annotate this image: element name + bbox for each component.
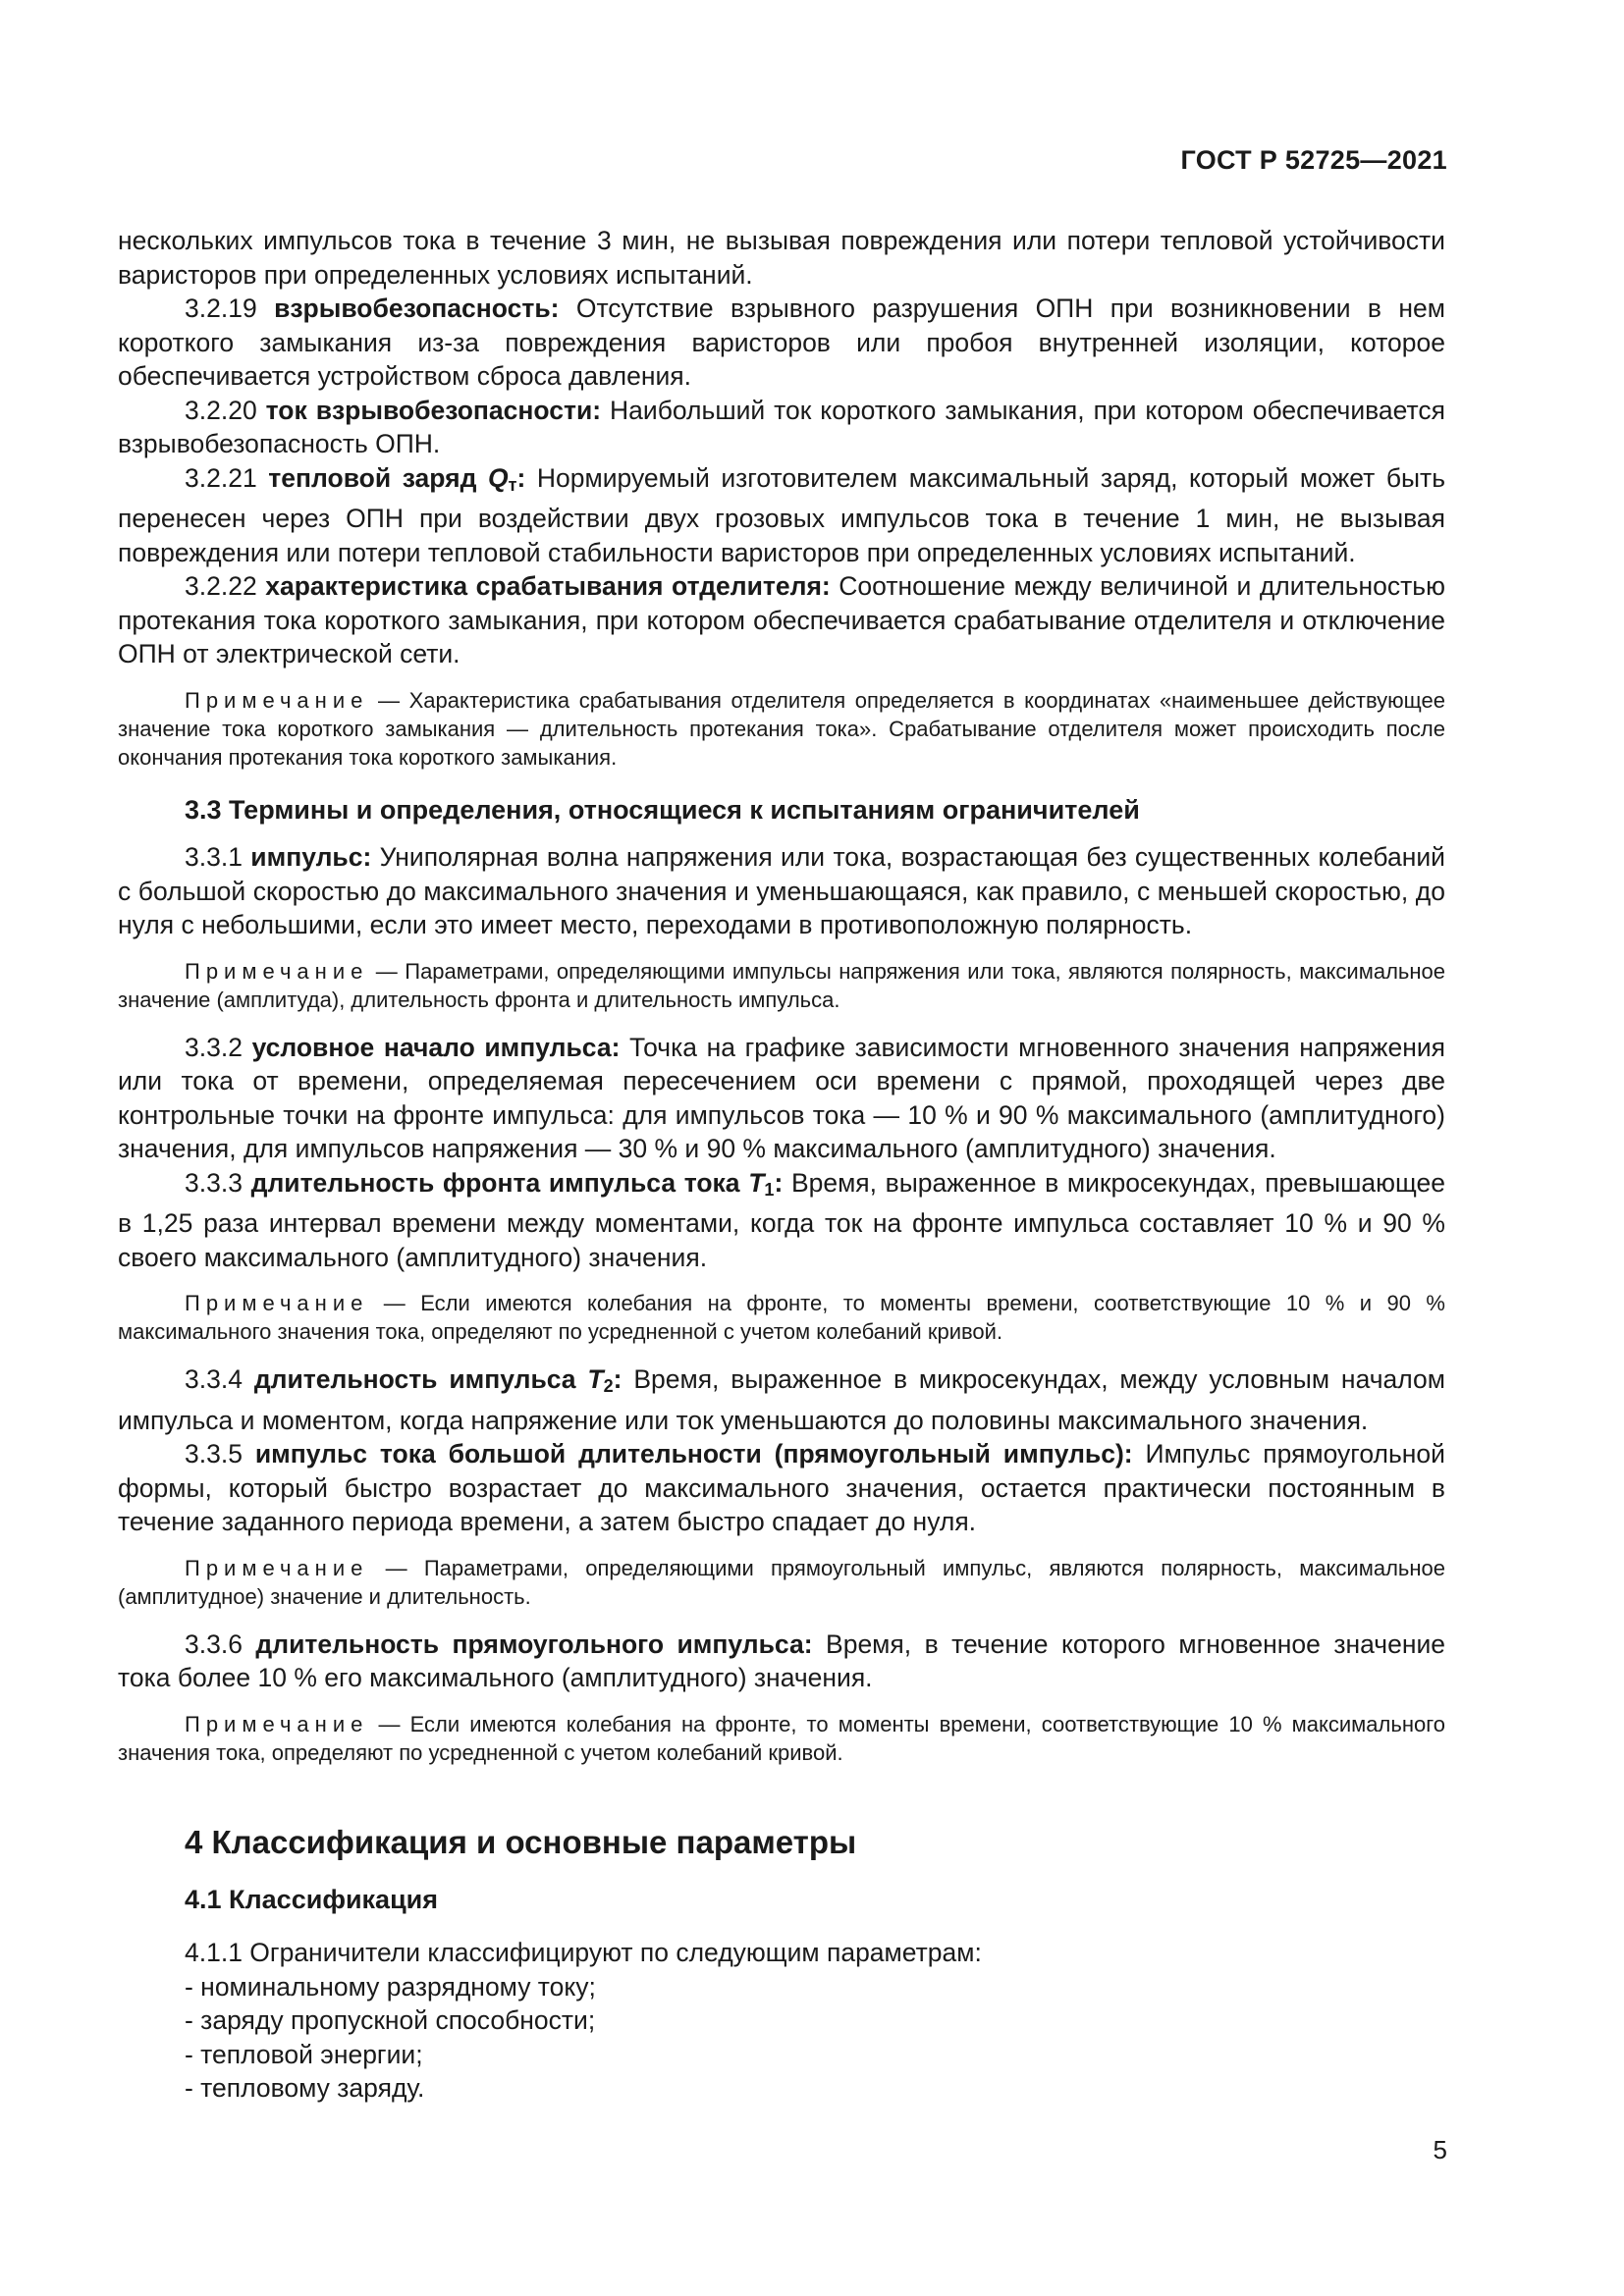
clause-3-3-6: 3.3.6 длительность прямоугольного импульса: Время, в течение которого мгновенное значение тока более 10 % его максимального (амплитудного) значения. xyxy=(118,1629,1445,1692)
continued-paragraph: нескольких импульсов тока в течение 3 мин, не вызывая повреждения или потери тепловой устойчивости варисторов при определенных условиях испытаний. xyxy=(118,226,1445,290)
clause-4-1-1: 4.1.1 Ограничители классифицируют по следующим параметрам: xyxy=(185,1938,982,1967)
clause-3-2-21: 3.2.21 тепловой заряд Qт: Нормируемый изготовителем максимальный заряд, который может быть перенесен через ОПН при воздействии двух грозовых импульсов тока в течение 1 мин, не вызывая повреждения или потери тепловой стабильности варисторов при определенных условиях испытаний. xyxy=(118,462,1445,567)
term: длительность импульса xyxy=(253,1364,576,1394)
clause-3-2-20: 3.2.20 ток взрывобезопасности: Наибольший ток короткого замыкания, при котором обеспечивается взрывобезопасность ОПН. xyxy=(118,395,1445,458)
clause-3-3-1: 3.3.1 импульс: Униполярная волна напряжения или тока, возрастающая без существенных колебаний с большой скоростью до максимального значения и уменьшающаяся, как правило, с меньшей скоростью, до нуля с небольшими, если это имеет место, переходами в противоположную полярность. xyxy=(118,842,1445,939)
term: длительность прямоугольного импульса: xyxy=(255,1629,813,1659)
clause-3-3-4: 3.3.4 длительность импульса T2: Время, выраженное в микросекундах, между условным началом импульса и моментом, когда напряжение или ток уменьшаются до половины максимального значения. xyxy=(118,1364,1445,1435)
section-heading-4-1: 4.1 Классификация xyxy=(185,1884,439,1914)
section-heading-4: 4 Классификация и основные параметры xyxy=(185,1823,857,1860)
document-id: ГОСТ Р 52725—2021 xyxy=(1180,145,1447,175)
note-label: Примечание xyxy=(185,1711,369,1736)
note-1: Примечание — Характеристика срабатывания отделителя определяется в координатах «наименьшее действующее значение тока короткого замыкания — длительность протекания тока». Срабатывание отделителя может происходить после окончания протекания тока короткого замыкания. xyxy=(118,687,1445,770)
note-3: Примечание — Если имеются колебания на фронте, то моменты времени, соответствующие 10 % и 90 % максимального значения тока, определяют по усредненной с учетом колебаний кривой. xyxy=(118,1291,1445,1344)
clause-3-3-3: 3.3.3 длительность фронта импульса тока T1: Время, выраженное в микросекундах, превышающее в 1,25 раза интервал времени между моментами, когда ток на фронте импульса составляет 10 % и 90 % своего максимального (амплитудного) значения. xyxy=(118,1167,1446,1272)
clause-3-2-22: 3.2.22 характеристика срабатывания отделителя: Соотношение между величиной и длительностью протекания тока короткого замыкания, при котором обеспечивается срабатывание отделителя и отключение ОПН от электрической сети. xyxy=(118,571,1445,668)
clause-3-3-5: 3.3.5 импульс тока большой длительности (прямоугольный импульс): Импульс прямоугольной формы, который быстро возрастает до максимального значения, остается практически постоянным в течение заданного периода времени, а затем быстро спадает до нуля. xyxy=(118,1439,1445,1536)
term: импульс: xyxy=(250,842,372,872)
symbol-subscript: 1 xyxy=(764,1179,775,1200)
term: тепловой заряд xyxy=(268,462,477,493)
note-label: Примечание xyxy=(185,958,369,984)
symbol-subscript: т xyxy=(508,474,517,495)
list-item: - тепловому заряду. xyxy=(185,2073,425,2103)
symbol: T xyxy=(748,1167,765,1198)
clause-3-3-2: 3.3.2 условное начало импульса: Точка на графике зависимости мгновенного значения напряжения или тока от времени, определяемая пересечением оси времени с прямой, проходящей через две контрольные точки на фронте импульса: для импульсов тока — 10 % и 90 % максимального (амплитудного) значения, для импульсов напряжения — 30 % и 90 % максимального (амплитудного) значения. xyxy=(118,1032,1445,1163)
symbol: Q xyxy=(488,462,509,493)
term: характеристика срабатывания отделителя: xyxy=(265,571,831,601)
clause-3-2-19: 3.2.19 взрывобезопасность: Отсутствие взрывного разрушения ОПН при возникновении в нем короткого замыкания из-за повреждения варисторов или пробоя внутренней изоляции, которое обеспечивается устройством сброса давления. xyxy=(118,294,1445,391)
symbol: T xyxy=(587,1364,604,1394)
term: импульс тока большой длительности (прямоугольный импульс): xyxy=(254,1439,1133,1468)
term: длительность фронта импульса тока xyxy=(250,1167,740,1198)
list-item: - тепловой энергии; xyxy=(185,2039,423,2069)
note-5: Примечание — Если имеются колебания на фронте, то моменты времени, соответствующие 10 % максимального значения тока, определяют по усредненной с учетом колебаний кривой. xyxy=(118,1711,1445,1765)
note-label: Примечание xyxy=(185,1555,369,1580)
section-heading-3-3: 3.3 Термины и определения, относящиеся к испытаниям ограничителей xyxy=(185,794,1140,825)
note-label: Примечание xyxy=(185,1291,369,1315)
term: взрывобезопасность: xyxy=(274,294,560,323)
note-2: Примечание — Параметрами, определяющими импульсы напряжения или тока, являются полярность, максимальное значение (амплитуда), длительность фронта и длительность импульса. xyxy=(118,958,1445,1012)
note-4: Примечание — Параметрами, определяющими прямоугольный импульс, являются полярность, максимальное (амплитудное) значение и длительность. xyxy=(118,1555,1445,1609)
note-label: Примечание xyxy=(185,687,369,713)
term: ток взрывобезопасности: xyxy=(265,395,602,425)
symbol-subscript: 2 xyxy=(603,1376,614,1396)
page-content xyxy=(118,224,1445,2106)
term: условное начало импульса: xyxy=(251,1032,621,1062)
page-number: 5 xyxy=(1433,2135,1447,2164)
list-item: - заряду пропускной способности; xyxy=(185,2005,596,2035)
list-item: - номинальному разрядному току; xyxy=(185,1971,596,2002)
